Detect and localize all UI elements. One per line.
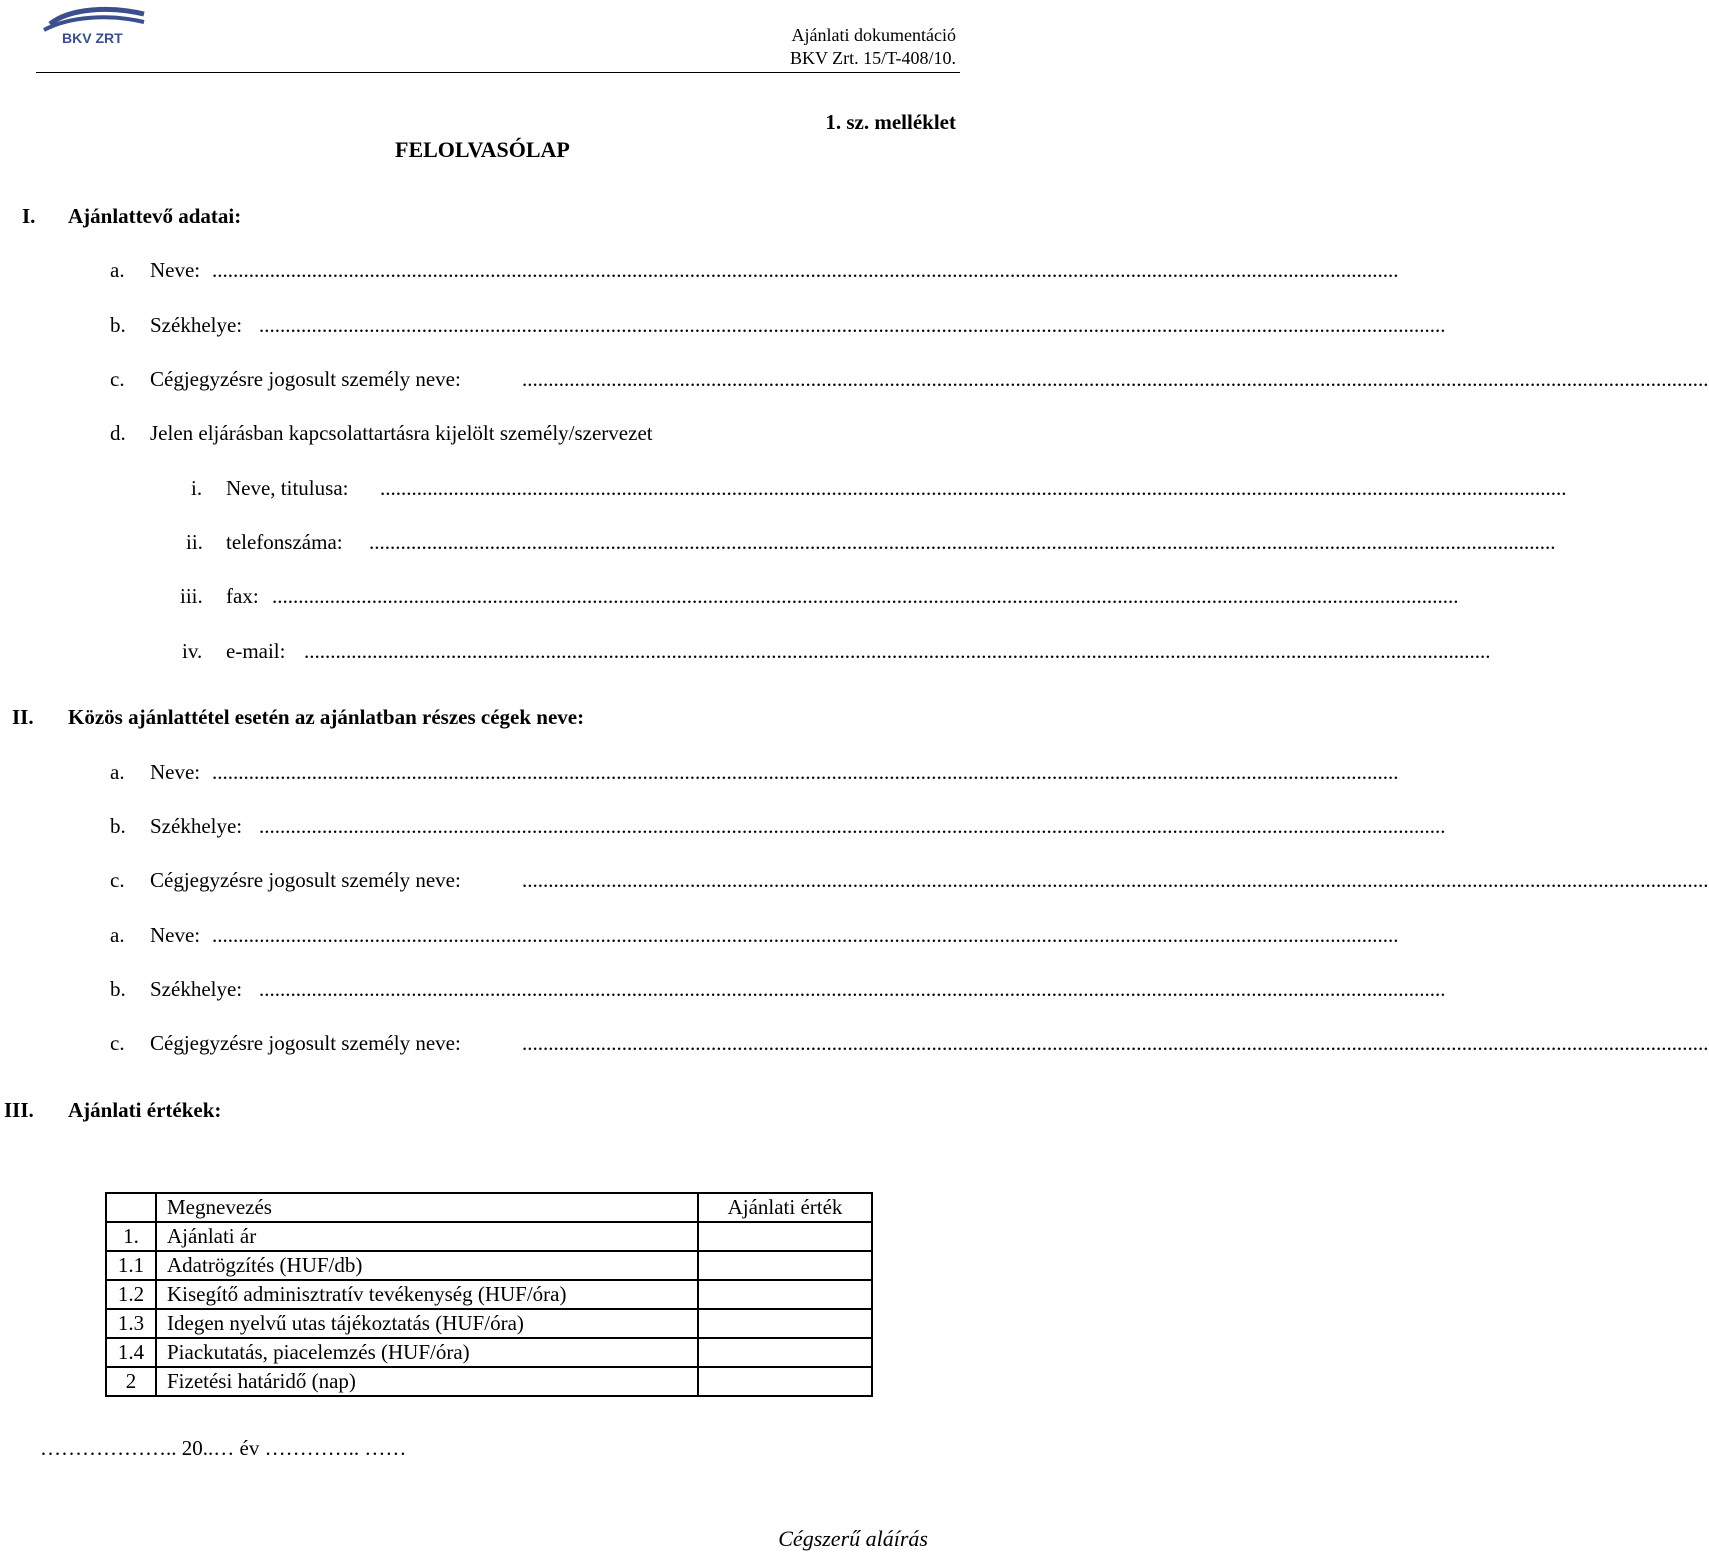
fill-in-line[interactable]: .................................................................................................................................................................................................................................. xyxy=(259,814,1446,838)
annex-label: 1. sz. melléklet xyxy=(825,110,956,134)
price-table xyxy=(105,1192,873,1397)
bkv-logo xyxy=(40,6,148,46)
field-text: Cégjegyzésre jogosult személy neve: xyxy=(150,1031,461,1055)
field-label: c. xyxy=(110,868,125,892)
table-row xyxy=(106,1309,872,1338)
fill-in-line[interactable]: .................................................................................................................................................................................................................................. xyxy=(522,868,1709,892)
field-text: Jelen eljárásban kapcsolattartásra kijelölt személy/szervezet xyxy=(150,421,653,445)
page-title: FELOLVASÓLAP xyxy=(395,137,570,162)
fill-in-line[interactable]: .................................................................................................................................................................................................................................. xyxy=(259,977,1446,1001)
field-label: a. xyxy=(110,760,125,784)
row-num: 2 xyxy=(106,1367,156,1396)
doc-ref: BKV Zrt. 15/T-408/10. xyxy=(789,48,956,68)
field-text: Cégjegyzésre jogosult személy neve: xyxy=(150,367,461,391)
field-row xyxy=(0,421,960,449)
row-num: 1.4 xyxy=(106,1338,156,1367)
row-value-cell[interactable] xyxy=(698,1251,872,1280)
field-label: d. xyxy=(110,421,126,445)
row-num: 1. xyxy=(106,1222,156,1251)
field-text: Neve: xyxy=(150,923,201,947)
row-name: Idegen nyelvű utas tájékoztatás (HUF/óra) xyxy=(156,1309,698,1338)
fill-in-line[interactable]: .................................................................................................................................................................................................................................. xyxy=(212,760,1399,784)
row-value-cell[interactable] xyxy=(698,1367,872,1396)
field-label: c. xyxy=(110,367,125,391)
fill-in-line[interactable]: .................................................................................................................................................................................................................................. xyxy=(259,313,1446,337)
table-row xyxy=(106,1367,872,1396)
field-text: Cégjegyzésre jogosult személy neve: xyxy=(150,868,461,892)
row-value-cell[interactable] xyxy=(698,1309,872,1338)
field-label: a. xyxy=(110,258,125,282)
header-rule xyxy=(36,72,960,73)
fill-in-line[interactable]: .................................................................................................................................................................................................................................. xyxy=(522,1031,1709,1055)
row-num: 1.1 xyxy=(106,1251,156,1280)
header-num xyxy=(106,1193,156,1222)
fill-in-line[interactable]: .................................................................................................................................................................................................................................. xyxy=(369,530,1556,554)
fill-in-line[interactable]: .................................................................................................................................................................................................................................. xyxy=(272,584,1459,608)
section-1-number: I. xyxy=(22,204,36,228)
fill-in-line[interactable]: .................................................................................................................................................................................................................................. xyxy=(380,476,1567,500)
field-text: Neve: xyxy=(150,760,201,784)
row-name: Fizetési határidő (nap) xyxy=(156,1367,698,1396)
table-row xyxy=(106,1222,872,1251)
subfield-text: fax: xyxy=(226,584,259,608)
table-row xyxy=(106,1251,872,1280)
field-label: b. xyxy=(110,814,126,838)
field-text: Székhelye: xyxy=(150,977,243,1001)
row-value-cell[interactable] xyxy=(698,1222,872,1251)
date-line[interactable]: ……………….. 20..… év ………….. …… xyxy=(40,1436,407,1460)
subfield-label: iv. xyxy=(182,639,203,663)
row-name: Adatrögzítés (HUF/db) xyxy=(156,1251,698,1280)
table-row xyxy=(106,1280,872,1309)
subfield-text: telefonszáma: xyxy=(226,530,343,554)
section-2-number: II. xyxy=(12,705,34,729)
field-text: Neve: xyxy=(150,258,201,282)
section-2-title: Közös ajánlattétel esetén az ajánlatban részes cégek neve: xyxy=(68,705,585,729)
section-1-title: Ajánlattevő adatai: xyxy=(68,204,242,228)
subfield-text: Neve, titulusa: xyxy=(226,476,349,500)
subfield-label: i. xyxy=(191,476,203,500)
row-name: Ajánlati ár xyxy=(156,1222,698,1251)
subfield-text: e-mail: xyxy=(226,639,286,663)
section-3-number: III. xyxy=(4,1098,34,1122)
row-value-cell[interactable] xyxy=(698,1280,872,1309)
field-label: c. xyxy=(110,1031,125,1055)
row-name: Kisegítő adminisztratív tevékenység (HUF/óra) xyxy=(156,1280,698,1309)
table-row xyxy=(106,1338,872,1367)
fill-in-line[interactable]: .................................................................................................................................................................................................................................. xyxy=(212,923,1399,947)
field-text: Székhelye: xyxy=(150,814,243,838)
field-label: b. xyxy=(110,977,126,1001)
row-num: 1.3 xyxy=(106,1309,156,1338)
row-num: 1.2 xyxy=(106,1280,156,1309)
fill-in-line[interactable]: .................................................................................................................................................................................................................................. xyxy=(304,639,1491,663)
field-text: Székhelye: xyxy=(150,313,243,337)
field-label: a. xyxy=(110,923,125,947)
field-label: b. xyxy=(110,313,126,337)
doc-type: Ajánlati dokumentáció xyxy=(791,25,956,45)
subfield-label: iii. xyxy=(180,584,203,608)
row-name: Piackutatás, piacelemzés (HUF/óra) xyxy=(156,1338,698,1367)
signature-label: Cégszerű aláírás xyxy=(778,1526,928,1551)
section-3-title: Ajánlati értékek: xyxy=(68,1098,222,1122)
row-value-cell[interactable] xyxy=(698,1338,872,1367)
fill-in-line[interactable]: .................................................................................................................................................................................................................................. xyxy=(522,367,1709,391)
svg-text:BKV ZRT: BKV ZRT xyxy=(62,30,123,46)
fill-in-line[interactable]: .................................................................................................................................................................................................................................. xyxy=(212,258,1399,282)
header-name: Megnevezés xyxy=(156,1193,698,1222)
table-header-row xyxy=(106,1193,872,1222)
header-value: Ajánlati érték xyxy=(698,1193,872,1222)
subfield-label: ii. xyxy=(186,530,203,554)
